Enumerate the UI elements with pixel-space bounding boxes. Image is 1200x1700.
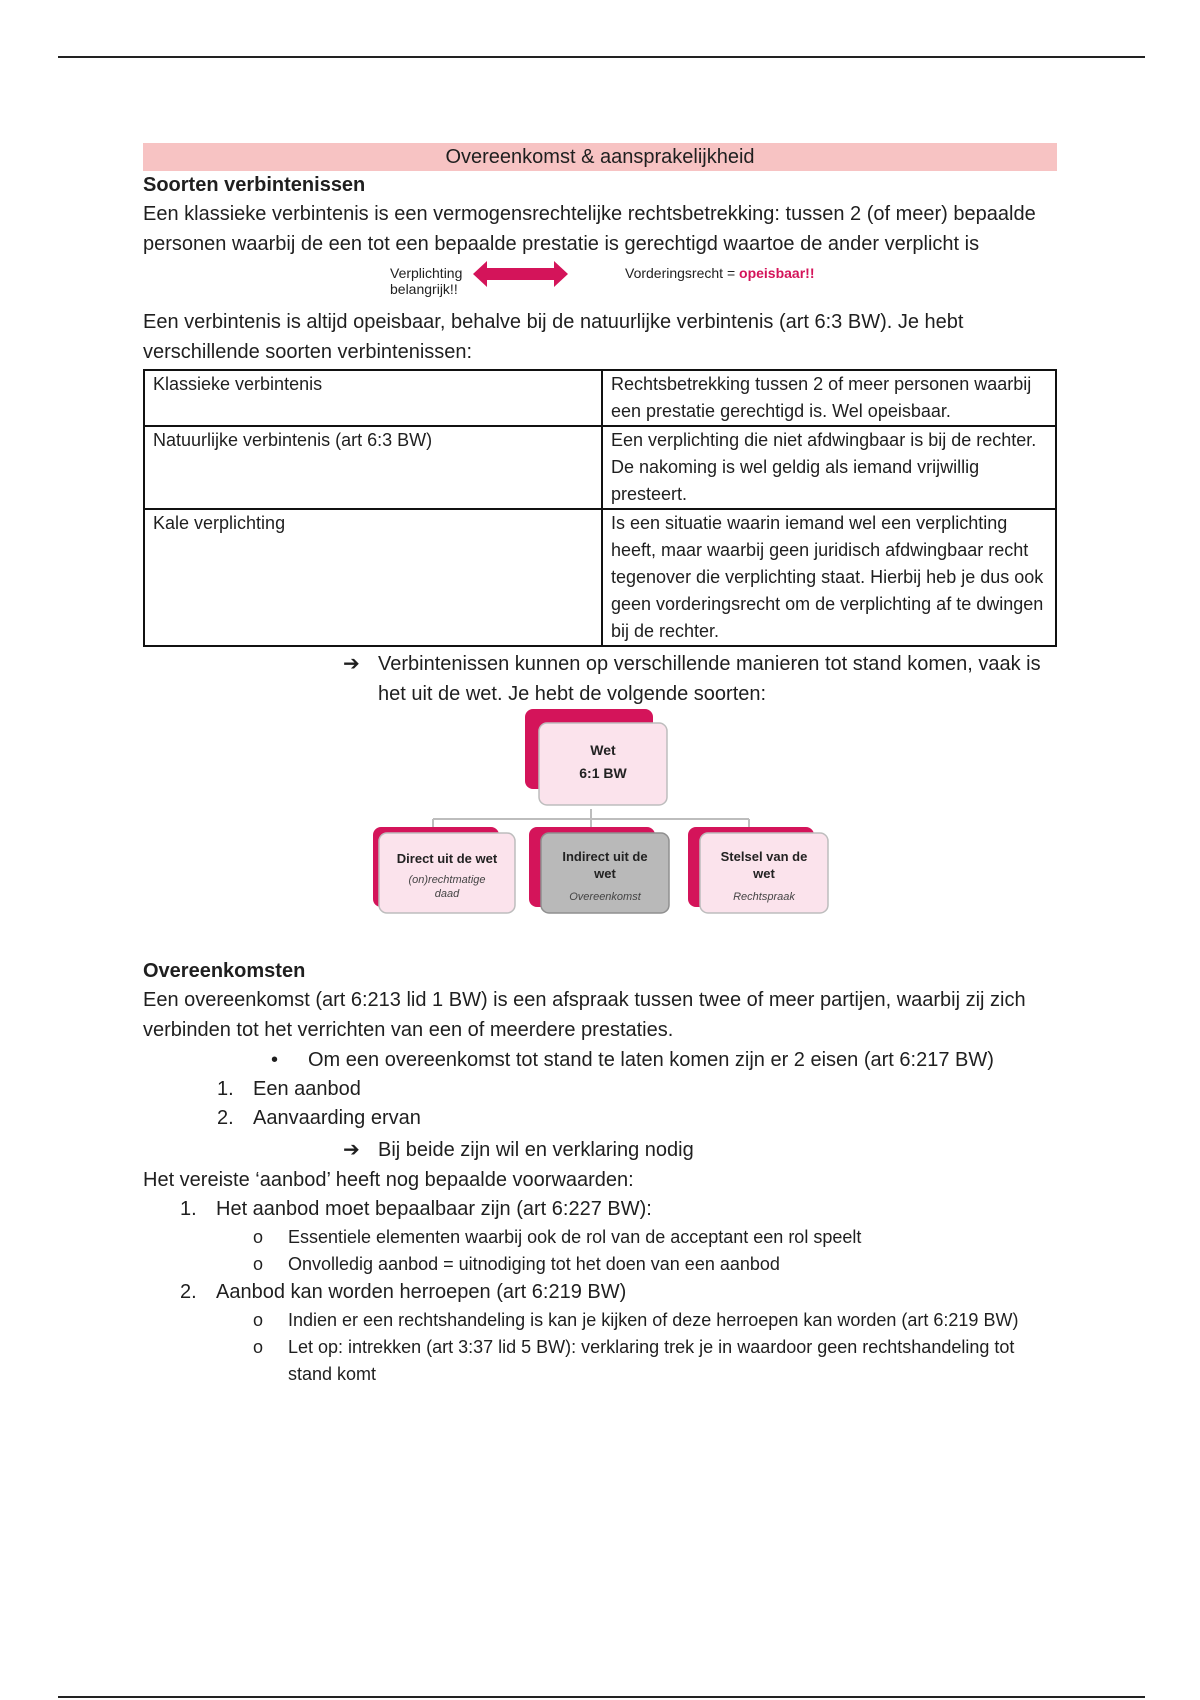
table-cell-desc: Een verplichting die niet afdwingbaar is bij de rechter. De nakoming is wel geldig als iemand vrijwillig presteert.: [602, 426, 1056, 509]
table-row: [144, 370, 1056, 426]
double-arrow-icon: [473, 259, 568, 289]
section-heading-verbintenissen: Soorten verbintenissen: [143, 174, 366, 196]
table-cell-desc: Rechtsbetrekking tussen 2 of meer personen waarbij een prestatie gerechtigd is. Wel opeisbaar.: [602, 370, 1056, 426]
table-cell-term: Klassieke verbintenis: [144, 370, 602, 426]
org-node-stelsel: [688, 827, 828, 913]
org-child-line1: Indirect uit de: [562, 849, 648, 864]
org-child-line1: Stelsel van de: [720, 849, 808, 864]
title-banner: Overeenkomst & aansprakelijkheid: [143, 143, 1057, 171]
bullet-icon: •: [271, 1049, 279, 1071]
table-cell-term: Natuurlijke verbintenis (art 6:3 BW): [144, 426, 602, 509]
table-cell-term: Kale verplichting: [144, 509, 602, 646]
paragraph-aanbod: Het vereiste ‘aanbod’ heeft nog bepaalde voorwaarden:: [143, 1169, 634, 1191]
org-child-line2: wet: [594, 866, 616, 881]
list-item: 2. Aanbod kan worden herroepen (art 6:219 BW): [180, 1281, 627, 1303]
sub-list-item: o Onvolledig aanbod = uitnodiging tot het doen van een aanbod: [253, 1254, 780, 1274]
org-chart: [143, 709, 1057, 937]
org-chart-svg: [143, 709, 1057, 937]
obligation-claim-diagram: [143, 259, 1057, 307]
sub-list-item: o Indien er een rechtshandeling is kan je kijken of deze herroepen kan worden (art 6:219 BW): [253, 1310, 1019, 1330]
right-arrow-icon: ➔: [343, 653, 360, 675]
arrow-note-wil: ➔ Bij beide zijn wil en verklaring nodig: [143, 1135, 1057, 1165]
paragraph-klassieke-verbintenis: Een klassieke verbintenis is een vermogensrechtelijke rechtsbetrekking: tussen 2 (of meer) bepaalde personen waarbij de een tot een bepaalde prestatie is gerechtigd waartoe de ander verplicht is: [143, 203, 1036, 255]
org-child-sub: Overeenkomst: [569, 891, 641, 903]
sub-list-item: o Let op: intrekken (art 3:37 lid 5 BW): verklaring trek je in waardoor geen rechtshandeling tot stand komt: [253, 1337, 1015, 1384]
paragraph-opeisbaar: Een verbintenis is altijd opeisbaar, behalve bij de natuurlijke verbintenis (art 6:3 BW). Je hebt verschillende soorten verbintenissen:: [143, 311, 964, 363]
table-row: [144, 426, 1056, 509]
header-rule: [58, 56, 1145, 58]
org-root-line2: 6:1 BW: [579, 765, 627, 781]
org-child-line2: wet: [753, 866, 775, 881]
footer-rule: [58, 1696, 1145, 1698]
section-heading-overeenkomsten: Overeenkomsten: [143, 960, 306, 982]
claim-label: Vorderingsrecht = opeisbaar!!: [625, 265, 815, 281]
sub-list-item: o Essentiele elementen waarbij ook de rol van de acceptant een rol speelt: [253, 1227, 862, 1247]
list-item: 2. Aanvaarding ervan: [217, 1107, 421, 1129]
document-page: [143, 143, 1057, 1388]
org-node-indirect: [529, 827, 669, 913]
org-child-line1: Direct uit de wet: [396, 851, 498, 866]
org-child-sub: (on)rechtmatige: [408, 874, 486, 886]
list-item: 1. Een aanbod: [217, 1078, 361, 1100]
table-cell-desc: Is een situatie waarin iemand wel een verplichting heeft, maar waarbij geen juridisch afdwingbaar recht tegenover die verplichting staat. Hierbij heb je dus ook geen vorderingsrecht om de verplichting af te dwingen bij de rechter.: [602, 509, 1056, 646]
org-child-sub: daad: [434, 888, 460, 900]
org-child-sub: Rechtspraak: [733, 891, 795, 903]
org-node-root: [525, 709, 667, 805]
org-root-line1: Wet: [590, 742, 616, 758]
list-item: 1. Het aanbod moet bepaalbaar zijn (art 6:227 BW):: [180, 1198, 652, 1220]
obligation-label: Verplichting belangrijk!!: [390, 265, 463, 297]
right-arrow-icon: ➔: [343, 1139, 360, 1161]
paragraph-overeenkomst: Een overeenkomst (art 6:213 lid 1 BW) is een afspraak tussen twee of meer partijen, waarbij zij zich verbinden tot het verrichten van een of meerdere prestaties.: [143, 989, 1026, 1041]
bullet-item: • Om een overeenkomst tot stand te laten komen zijn er 2 eisen (art 6:217 BW): [143, 1045, 1057, 1075]
org-node-direct: [373, 827, 515, 913]
arrow-note-verbintenissen: ➔ Verbintenissen kunnen op verschillende manieren tot stand komen, vaak is het uit de wet. Je hebt de volgende soorten:: [143, 649, 1057, 709]
verbintenissen-table: [143, 369, 1057, 647]
table-row: [144, 509, 1056, 646]
